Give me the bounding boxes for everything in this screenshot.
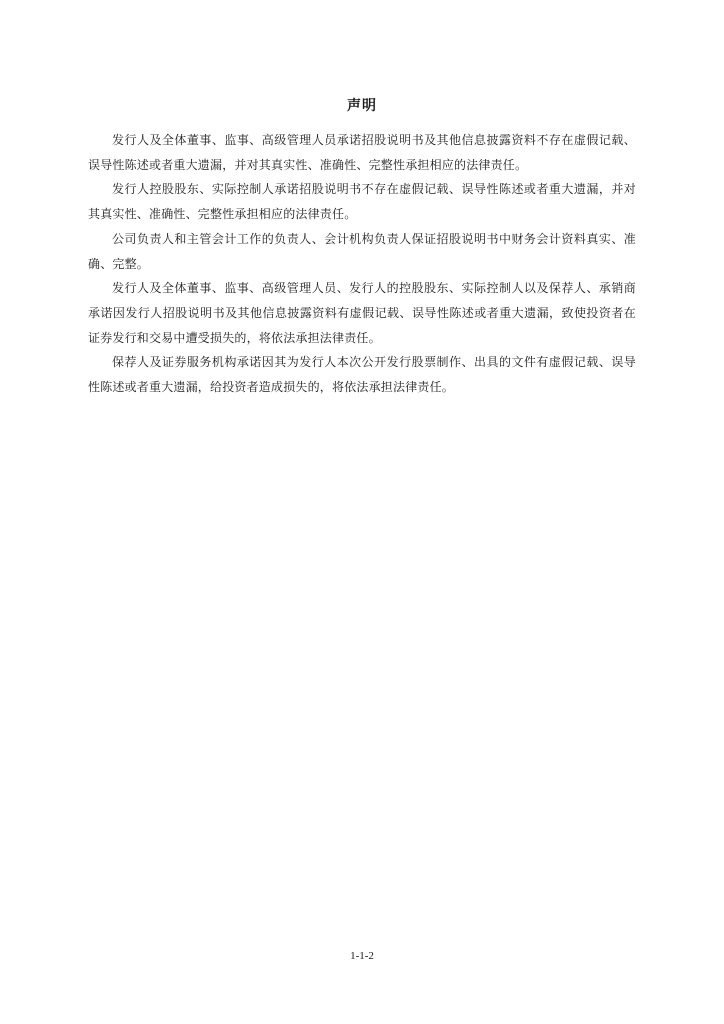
paragraph-accounting-statement: 公司负责人和主管会计工作的负责人、会计机构负责人保证招股说明书中财务会计资料真实、准确、完整。 — [88, 231, 636, 271]
page-number: 1-1-2 — [350, 950, 374, 962]
paragraph-liability-statement: 发行人及全体董事、监事、高级管理人员、发行人的控股股东、实际控制人以及保荐人、承销商承诺因发行人招股说明书及其他信息披露资料有虚假记载、误导性陈述或者重大遗漏，致使投资者在证券发行和交易中遭受损失的，将依法承担法律责任。 — [88, 281, 636, 345]
statement-body — [88, 128, 636, 400]
paragraph-controller-statement: 发行人控股股东、实际控制人承诺招股说明书不存在虚假记载、误导性陈述或者重大遗漏，并对其真实性、准确性、完整性承担相应的法律责任。 — [88, 182, 636, 222]
paragraph-directors-statement: 发行人及全体董事、监事、高级管理人员承诺招股说明书及其他信息披露资料不存在虚假记载、误导性陈述或者重大遗漏，并对其真实性、准确性、完整性承担相应的法律责任。 — [88, 133, 636, 172]
page-title: 声明 — [347, 98, 377, 114]
paragraph-sponsor-statement: 保荐人及证券服务机构承诺因其为发行人本次公开发行股票制作、出具的文件有虚假记载、误导性陈述或者重大遗漏，给投资者造成损失的，将依法承担法律责任。 — [88, 355, 636, 395]
